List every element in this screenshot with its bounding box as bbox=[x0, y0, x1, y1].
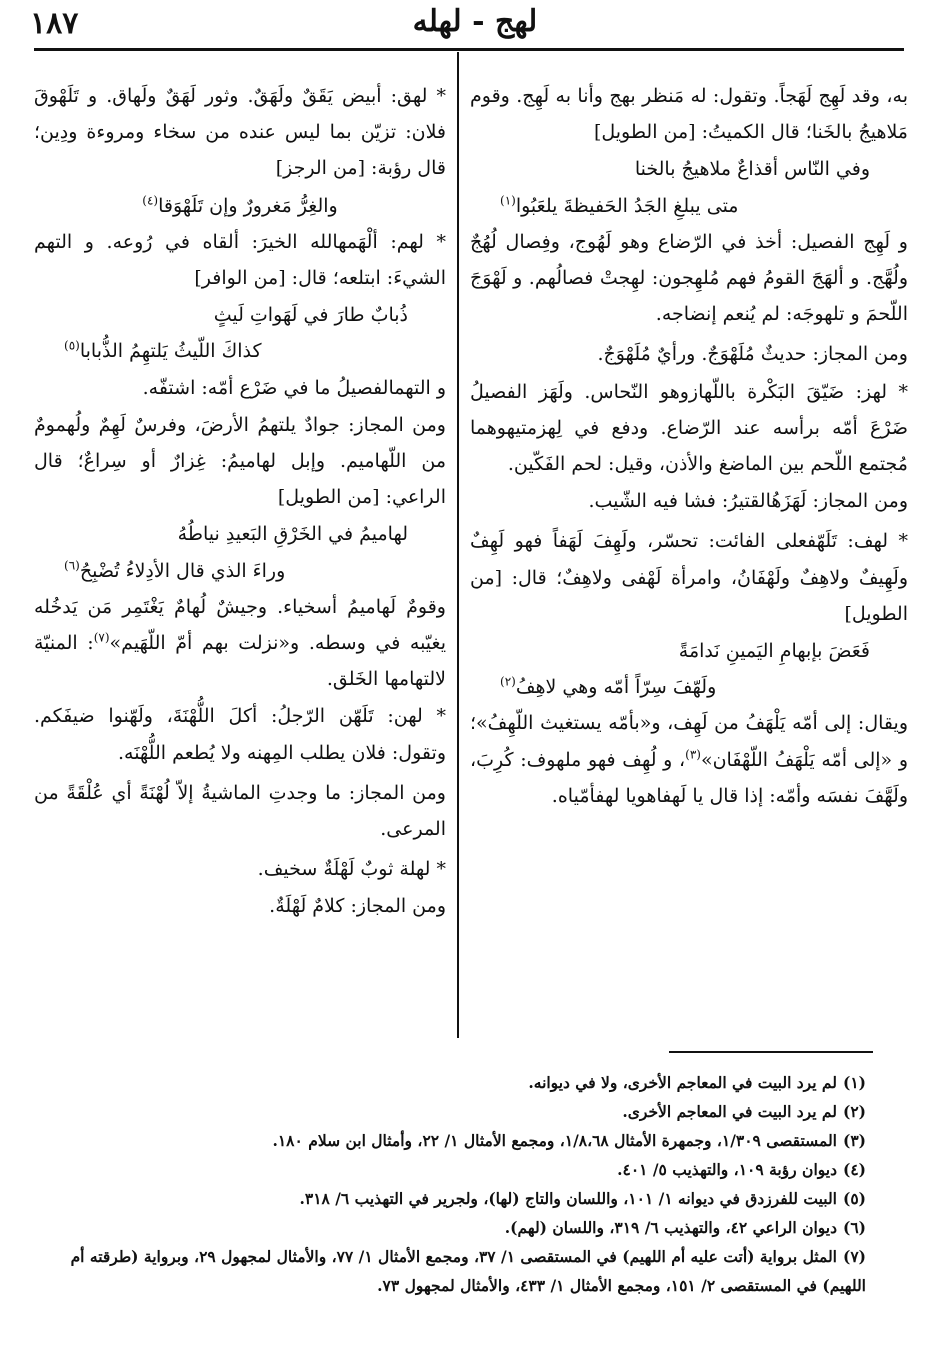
entry-paragraph: ومن المجاز: كلامٌ لَهْلَةٌ. bbox=[269, 895, 446, 918]
footnote-marker: (٥) bbox=[64, 339, 80, 354]
footnote-number: (٢) bbox=[842, 1102, 866, 1121]
footnote bbox=[60, 1155, 866, 1184]
footnote-text: المثل برواية (أتت عليه أم اللهيم) في المستقصى ١/ ٣٧، ومجمع الأمثال ١/ ٧٧، والأمثال لمجهول ٢٩، وبرواية (طرقته أم اللهيم) في المستقصى ٢/ ١٥١، ومجمع الأمثال ١/ ٤٣٣، والأمثال لمجهول ٧٣. bbox=[70, 1247, 866, 1295]
footnote bbox=[60, 1097, 866, 1126]
footnote-marker: (٦) bbox=[64, 558, 80, 573]
header-rule bbox=[34, 48, 904, 51]
footnote-marker: (٤) bbox=[142, 193, 159, 208]
entry-paragraph: * لهز: ضَيّقَ البَكْرة باللّهازوهو النّحاس. ولَهَز الفصيلُ ضَرْعَ أمّه برأسه عند الرّضاع. ودفع في لِهزمتيهوهما مُجتمع اللّحم بين الماضغ والأذن، وقيل: لحم الفَكّين. bbox=[470, 380, 908, 476]
footnote-text: لم يرد البيت في المعاجم الأخرى، ولا في ديوانه. bbox=[528, 1073, 837, 1092]
footnote-number: (١) bbox=[842, 1073, 866, 1092]
verse-line: وراءَ الذي قال الأدِلاءُ تُضْبِحُ$^{(٦)}$ bbox=[64, 558, 286, 582]
footnotes bbox=[60, 1068, 866, 1300]
footnote-text: ديوان رؤبة ١٠٩، والتهذيب ٥/ ٤٠١. bbox=[617, 1160, 837, 1179]
entry-paragraph: * لهف: تَلَهّفعلى الفائت: تحسّر، ولَهِفَ لَهَفاً فهو لَهِفٌ ولَهِيفٌ ولاهِفٌ ولَهْفَانُ، وامرأة لَهْفى ولاهِفٌ؛ قال: [من الطويل] bbox=[470, 530, 908, 625]
footnote bbox=[60, 1184, 866, 1213]
right-column bbox=[470, 78, 908, 1038]
footnote-number: (٦) bbox=[842, 1218, 866, 1237]
footnote-number: (٧) bbox=[842, 1247, 866, 1266]
entry-paragraph: وقومٌ لَهاميمُ أسخياء. وجيشٌ لُهامٌ يَغْتَمِر مَن يَدخُله يغيّبه في وسطه. و«نزلت بهم أمّ اللّهَيم»$^{(٧)}$: المنيّة لالتهامها الخَلق. bbox=[34, 595, 446, 691]
footnote-text: لم يرد البيت في المعاجم الأخرى. bbox=[622, 1102, 837, 1121]
footnote-text: ديوان الراعي ٤٢، والتهذيب ٦/ ٣١٩، واللسان (لهم). bbox=[504, 1218, 837, 1237]
entry-paragraph: ومن المجاز: جوادٌ يلتهمُ الأرضَ، وفرسٌ لَهِمٌ ولُهمومٌ من اللّهاميم. وإبل لهاميمُ: غِزارٌ أو سِراعٌ؛ قال الراعي: [من الطويل] bbox=[34, 413, 446, 509]
entry-paragraph: * لهق: أبيض يَقَقٌ ولَهَقٌ. وثور لَهَقٌ ولَهاق. و تَلَهْوقَ فلان: تزيّن بما ليس عنده من سخاء ومروءة ودِين؛ قال رؤبة: [من الرجز] bbox=[34, 85, 446, 180]
footnote-text: البيت للفرزدق في ديوانه ١/ ١٠١، واللسان والتاج (لها)، ولجرير في التهذيب ٦/ ٣١٨. bbox=[299, 1189, 837, 1208]
entry-paragraph: * لهن: تَلَهّن الرّجلُ: أكلَ اللُّهْنَةَ، ولَهّنوا ضيفَكم. وتقول: فلان يطلب المِهنه ولا يُطعم اللُّهْنَه. bbox=[34, 705, 446, 764]
entry-paragraph: ويقال: إلى أمّه يَلْهَفُ من لَهِف، و«بأمّه يستغيث اللّهِفُ»؛ و «إلى أمّه يَلْهَفُ اللّهْفَان»$^{(٣)}$، و لُهِف فهو ملهوف: كُرِبَ، ولَهَّفَ نفسَه وأمّه: إذا قال يا لَهفاهويا لهفأمّياه. bbox=[470, 712, 908, 807]
verse-line: والغِرُّ مَغرورٌ وإن تَلَهْوَقا$^{(٤)}$ bbox=[142, 193, 338, 217]
entry-paragraph: و لَهِج الفصيل: أخذ في الرّضاع وهو لَهُوج، وفِصال لُهُجٌ ولُهَّج. و ألهَجَ القومُ فهم مُلهِجون: لهِجتْ فصالُهم. و لَهْوَجَ اللّحمَ و تلهوجَه: لم يُنعم إنضاجه. bbox=[470, 230, 908, 326]
verse-line: كذاكَ اللّيثُ يَلتهِمُ الذُّبابا$^{(٥)}$ bbox=[64, 339, 262, 363]
page-number: ١٨٧ bbox=[30, 6, 79, 41]
entry-paragraph: و التهمالفصيلُ ما في ضَرْع أمّه: اشتفّه. bbox=[142, 376, 446, 399]
verse-line: متى يبلغِ الجَدُ الحَفيظةَ يلعَبُوا$^{(١)}$ bbox=[500, 193, 739, 217]
entry-paragraph: * لهم: ألْهَمهالله الخيرَ: ألقاه في رُوعه. و التهم الشيءَ: ابتلعه؛ قال: [من الوافر] bbox=[34, 230, 446, 290]
footnote-rule bbox=[669, 1051, 873, 1053]
footnote bbox=[60, 1068, 866, 1097]
entry-paragraph: ومن المجاز: حديثٌ مُلَهْوَجٌ. ورأيٌ مُلَهْوَجٌ. bbox=[597, 343, 908, 366]
verse-line: وفي النّاس أقذاعٌ ملاهيجُ بالخنا bbox=[634, 158, 870, 181]
entry-paragraph: ومن المجاز: لَهَزَهُالقتيرُ: فشا فيه الشّيب. bbox=[588, 490, 908, 513]
column-divider bbox=[457, 52, 459, 1038]
entry-paragraph: ومن المجاز: ما وجدتِ الماشيةُ إلاّ لُهْنَةً أي عُلْقَةً من المرعى. bbox=[34, 781, 446, 841]
footnote bbox=[60, 1126, 866, 1155]
footnote-number: (٥) bbox=[842, 1189, 866, 1208]
footnote-marker: (٣) bbox=[685, 747, 701, 762]
footnote-marker: (٢) bbox=[500, 674, 516, 689]
verse-line: ولَهّفَ سِرّاً أمّه وهي لاهِفُ$^{(٢)}$ bbox=[500, 674, 717, 699]
footnote-number: (٤) bbox=[842, 1160, 866, 1179]
entry-paragraph: به، وقد لَهِج لَهَجاً. وتقول: له مَنظر بهج وأنا به لَهِج. وقوم مَلاهيجُ بالخَنا؛ قال الكميتُ: [من الطويل] bbox=[470, 85, 908, 144]
left-column bbox=[34, 78, 446, 1038]
footnote-marker: (٧) bbox=[93, 630, 110, 645]
verse-line: فَعَضَ بإبهامِ اليَمينِ نَدامَةً bbox=[678, 640, 870, 663]
entry-paragraph: * لهلة ثوبٌ لَهْلَةٌ سخيف. bbox=[257, 858, 446, 881]
footnote-text: المستقصى ١/٣٠٩، وجمهرة الأمثال ١/٨،٦٨، ومجمع الأمثال ١/ ٢٢، وأمثال ابن سلام ١٨٠. bbox=[272, 1131, 837, 1150]
footnote bbox=[60, 1213, 866, 1242]
page-header-title: لهج - لهله bbox=[412, 4, 538, 39]
footnote-number: (٣) bbox=[842, 1131, 866, 1150]
footnote-marker: (١) bbox=[500, 193, 516, 208]
footnote bbox=[60, 1242, 866, 1300]
verse-line: ذُبابٌ طارَ في لَهَواتِ لَيثٍ bbox=[213, 304, 408, 327]
verse-line: لهاميمُ في الخَرْقِ البَعيدِ نياطُهُ bbox=[177, 523, 408, 546]
